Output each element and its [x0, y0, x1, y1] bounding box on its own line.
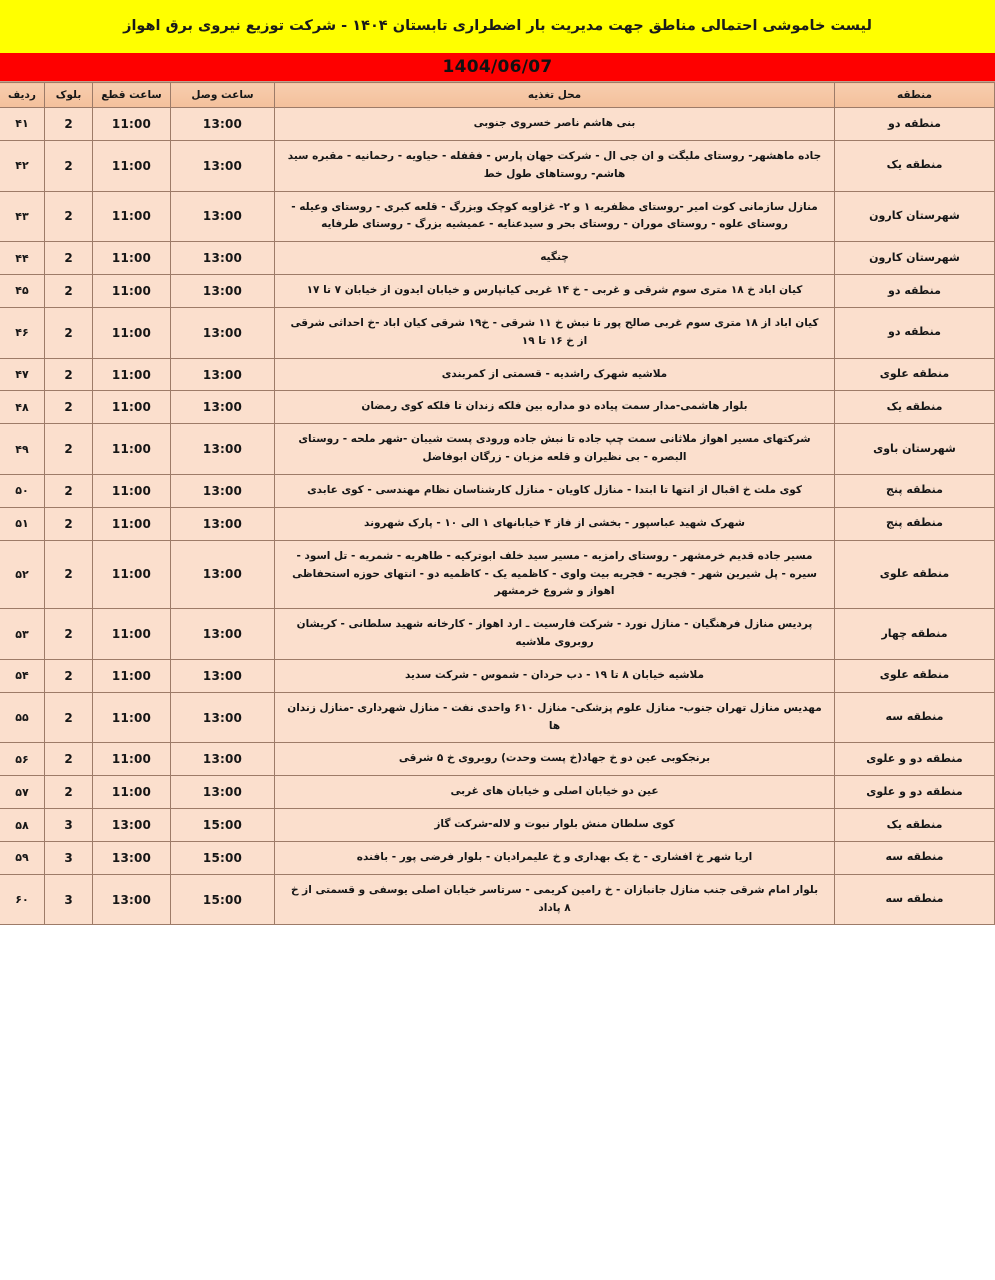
cell-row-number: ۵۹	[0, 841, 45, 874]
cell-cutoff-time: 11:00	[93, 609, 171, 660]
cell-cutoff-time: 11:00	[93, 474, 171, 507]
table-row	[0, 424, 995, 475]
cell-row-number: ۴۶	[0, 307, 45, 358]
cell-row-number: ۴۵	[0, 275, 45, 308]
column-header-cutoff: ساعت قطع	[93, 83, 171, 108]
table-row	[0, 507, 995, 540]
cell-feed-location: برنجکوبی عین دو خ جهاد(خ پست وحدت) روبروی خ ۵ شرقی	[275, 743, 835, 776]
cell-block: 3	[45, 841, 93, 874]
cell-restore-time: 13:00	[171, 191, 275, 242]
table-header-row	[0, 83, 995, 108]
cell-block: 2	[45, 358, 93, 391]
cell-block: 3	[45, 809, 93, 842]
cell-region: منطقه دو	[835, 108, 995, 141]
cell-feed-location: کوی ملت خ اقبال از انتها تا ابتدا - منازل کاویان - منازل کارشناسان نظام مهندسی - کوی عابدی	[275, 474, 835, 507]
cell-restore-time: 13:00	[171, 659, 275, 692]
table-row	[0, 743, 995, 776]
cell-restore-time: 13:00	[171, 609, 275, 660]
cell-cutoff-time: 11:00	[93, 191, 171, 242]
cell-restore-time: 13:00	[171, 424, 275, 475]
table-header	[0, 83, 995, 108]
cell-row-number: ۵۰	[0, 474, 45, 507]
cell-feed-location: عین دو خیابان اصلی و خیابان های غربی	[275, 776, 835, 809]
table-row	[0, 307, 995, 358]
cell-region: منطقه علوی	[835, 358, 995, 391]
cell-block: 2	[45, 191, 93, 242]
cell-feed-location: چنگیه	[275, 242, 835, 275]
column-header-region: منطقه	[835, 83, 995, 108]
cell-cutoff-time: 11:00	[93, 424, 171, 475]
cell-restore-time: 13:00	[171, 776, 275, 809]
cell-cutoff-time: 11:00	[93, 743, 171, 776]
cell-region: منطقه دو	[835, 307, 995, 358]
cell-cutoff-time: 11:00	[93, 108, 171, 141]
cell-row-number: ۵۷	[0, 776, 45, 809]
cell-restore-time: 13:00	[171, 540, 275, 609]
table-row	[0, 809, 995, 842]
table-row	[0, 391, 995, 424]
cell-region: شهرستان باوی	[835, 424, 995, 475]
cell-block: 2	[45, 242, 93, 275]
cell-restore-time: 13:00	[171, 391, 275, 424]
cell-feed-location: پردیس منازل فرهنگیان - منازل نورد - شرکت فارسیت ـ ارد اهواز - کارخانه شهید سلطانی - کریشان روبروی ملاشیه	[275, 609, 835, 660]
cell-restore-time: 15:00	[171, 809, 275, 842]
cell-row-number: ۴۸	[0, 391, 45, 424]
cell-feed-location: بنی هاشم ناصر خسروی جنوبی	[275, 108, 835, 141]
cell-cutoff-time: 13:00	[93, 809, 171, 842]
cell-region: منطقه یک	[835, 809, 995, 842]
cell-cutoff-time: 11:00	[93, 659, 171, 692]
cell-restore-time: 13:00	[171, 307, 275, 358]
cell-row-number: ۴۱	[0, 108, 45, 141]
table-row	[0, 692, 995, 743]
cell-region: شهرستان کارون	[835, 242, 995, 275]
cell-block: 2	[45, 307, 93, 358]
cell-restore-time: 15:00	[171, 841, 275, 874]
cell-row-number: ۴۹	[0, 424, 45, 475]
cell-block: 2	[45, 743, 93, 776]
cell-row-number: ۴۷	[0, 358, 45, 391]
cell-block: 2	[45, 108, 93, 141]
table-body	[0, 108, 995, 925]
table-row	[0, 140, 995, 191]
column-header-feed: محل تغذیه	[275, 83, 835, 108]
table-row	[0, 540, 995, 609]
cell-region: منطقه علوی	[835, 659, 995, 692]
cell-restore-time: 13:00	[171, 507, 275, 540]
cell-row-number: ۵۶	[0, 743, 45, 776]
cell-restore-time: 13:00	[171, 743, 275, 776]
cell-row-number: ۵۸	[0, 809, 45, 842]
cell-cutoff-time: 11:00	[93, 391, 171, 424]
cell-row-number: ۵۴	[0, 659, 45, 692]
cell-feed-location: مسیر جاده قدیم خرمشهر - روستای رامزیه - مسیر سید خلف ابوترکیه - طاهریه - شمریه - تل اسود - سیره - پل شیرین شهر - فجریه - فجریه بیت واوی - کاظمیه یک - کاظمیه دو - انتهای حوزه استحفاظی اهواز و شروع خرمشهر	[275, 540, 835, 609]
column-header-restore: ساعت وصل	[171, 83, 275, 108]
cell-feed-location: کیان اباد خ ۱۸ متری سوم شرقی و غربی - خ ۱۴ غربی کیانپارس و خیابان ایدون از خیابان ۷ تا ۱۷	[275, 275, 835, 308]
cell-restore-time: 13:00	[171, 275, 275, 308]
cell-cutoff-time: 11:00	[93, 358, 171, 391]
table-row	[0, 275, 995, 308]
cell-restore-time: 13:00	[171, 692, 275, 743]
cell-row-number: ۴۳	[0, 191, 45, 242]
outage-table	[0, 82, 995, 925]
cell-feed-location: کوی سلطان منش بلوار نبوت و لاله-شرکت گاز	[275, 809, 835, 842]
cell-region: منطقه چهار	[835, 609, 995, 660]
cell-row-number: ۶۰	[0, 874, 45, 925]
cell-row-number: ۴۴	[0, 242, 45, 275]
cell-restore-time: 13:00	[171, 140, 275, 191]
cell-feed-location: مهدیس منازل تهران جنوب- منازل علوم پزشکی- منازل ۶۱۰ واحدی نفت - منازل شهرداری -منازل زندان ها	[275, 692, 835, 743]
cell-region: منطقه یک	[835, 140, 995, 191]
cell-block: 2	[45, 507, 93, 540]
cell-cutoff-time: 11:00	[93, 275, 171, 308]
cell-region: منطقه سه	[835, 874, 995, 925]
table-row	[0, 474, 995, 507]
cell-restore-time: 15:00	[171, 874, 275, 925]
cell-block: 2	[45, 659, 93, 692]
cell-block: 2	[45, 275, 93, 308]
cell-region: منطقه سه	[835, 841, 995, 874]
cell-block: 2	[45, 540, 93, 609]
cell-row-number: ۴۲	[0, 140, 45, 191]
cell-feed-location: شهرک شهید عباسپور - بخشی از فاز ۴ خیابانهای ۱ الی ۱۰ - پارک شهروند	[275, 507, 835, 540]
cell-restore-time: 13:00	[171, 108, 275, 141]
column-header-block: بلوک	[45, 83, 93, 108]
cell-block: 2	[45, 609, 93, 660]
cell-region: منطقه دو و علوی	[835, 776, 995, 809]
cell-feed-location: کیان اباد از ۱۸ متری سوم غربی صالح پور تا نبش خ ۱۱ شرقی - خ۱۹ شرقی کیان اباد -خ احداثی شرقی از خ ۱۶ تا ۱۹	[275, 307, 835, 358]
cell-region: منطقه سه	[835, 692, 995, 743]
cell-feed-location: ملاشیه خیابان ۸ تا ۱۹ - دب حردان - شموس - شرکت سدید	[275, 659, 835, 692]
table-row	[0, 841, 995, 874]
cell-region: منطقه پنج	[835, 507, 995, 540]
cell-row-number: ۵۲	[0, 540, 45, 609]
cell-cutoff-time: 11:00	[93, 776, 171, 809]
cell-feed-location: ملاشیه شهرک راشدیه - قسمتی از کمربندی	[275, 358, 835, 391]
cell-block: 2	[45, 474, 93, 507]
cell-row-number: ۵۳	[0, 609, 45, 660]
table-row	[0, 659, 995, 692]
cell-block: 3	[45, 874, 93, 925]
table-row	[0, 242, 995, 275]
table-row	[0, 358, 995, 391]
table-row	[0, 609, 995, 660]
cell-cutoff-time: 13:00	[93, 841, 171, 874]
cell-feed-location: اریا شهر خ افشاری - خ یک بهداری و خ علیمرادیان - بلوار فرضی پور - بافنده	[275, 841, 835, 874]
cell-cutoff-time: 13:00	[93, 874, 171, 925]
cell-region: منطقه دو	[835, 275, 995, 308]
cell-feed-location: بلوار امام شرقی جنب منازل جانبازان - خ رامین کریمی - سرتاسر خیابان اصلی یوسفی و قسمتی از خ ۸ پاداد	[275, 874, 835, 925]
cell-cutoff-time: 11:00	[93, 540, 171, 609]
cell-block: 2	[45, 424, 93, 475]
cell-cutoff-time: 11:00	[93, 507, 171, 540]
cell-restore-time: 13:00	[171, 474, 275, 507]
cell-restore-time: 13:00	[171, 242, 275, 275]
cell-block: 2	[45, 776, 93, 809]
cell-region: منطقه پنج	[835, 474, 995, 507]
schedule-date: 1404/06/07	[442, 57, 553, 77]
cell-cutoff-time: 11:00	[93, 307, 171, 358]
table-row	[0, 191, 995, 242]
table-row	[0, 874, 995, 925]
cell-feed-location: شرکتهای مسیر اهواز ملاثانی سمت چپ جاده تا نبش جاده ورودی پست شیبان -شهر ملحه - روستای البصره - بی نظیران و قلعه مزبان - زرگان ابوفاضل	[275, 424, 835, 475]
cell-region: منطقه یک	[835, 391, 995, 424]
title-banner	[0, 0, 995, 53]
cell-block: 2	[45, 140, 93, 191]
cell-cutoff-time: 11:00	[93, 242, 171, 275]
table-row	[0, 108, 995, 141]
cell-row-number: ۵۵	[0, 692, 45, 743]
cell-region: منطقه دو و علوی	[835, 743, 995, 776]
cell-row-number: ۵۱	[0, 507, 45, 540]
cell-feed-location: بلوار هاشمی-مدار سمت پیاده دو مداره بین فلکه زندان تا فلکه کوی رمضان	[275, 391, 835, 424]
cell-block: 2	[45, 391, 93, 424]
column-header-row: ردیف	[0, 83, 45, 108]
cell-feed-location: منازل سازمانی کوت امیر -روستای مظفریه ۱ و ۲- غزاویه کوچک وبزرگ - قلعه کبری - روستای وعیله - روستای علوه - روستای موران - روستای بحر و سیدعنایه - عمیشیه بزرگ - روستای طرفایه	[275, 191, 835, 242]
date-banner	[0, 53, 995, 82]
cell-feed-location: جاده ماهشهر- روستای ملیگت و ان جی ال - شرکت جهان پارس - فقفله - حیاویه - رحمانیه - مقبره سید هاشم- روستاهای طول خط	[275, 140, 835, 191]
table-row	[0, 776, 995, 809]
cell-cutoff-time: 11:00	[93, 140, 171, 191]
cell-restore-time: 13:00	[171, 358, 275, 391]
cell-region: منطقه علوی	[835, 540, 995, 609]
cell-region: شهرستان کارون	[835, 191, 995, 242]
cell-block: 2	[45, 692, 93, 743]
page-title: لیست خاموشی احتمالی مناطق جهت مدیریت بار اضطراری تابستان ۱۴۰۴ - شرکت توزیع نیروی برق اهواز	[123, 18, 872, 35]
cell-cutoff-time: 11:00	[93, 692, 171, 743]
